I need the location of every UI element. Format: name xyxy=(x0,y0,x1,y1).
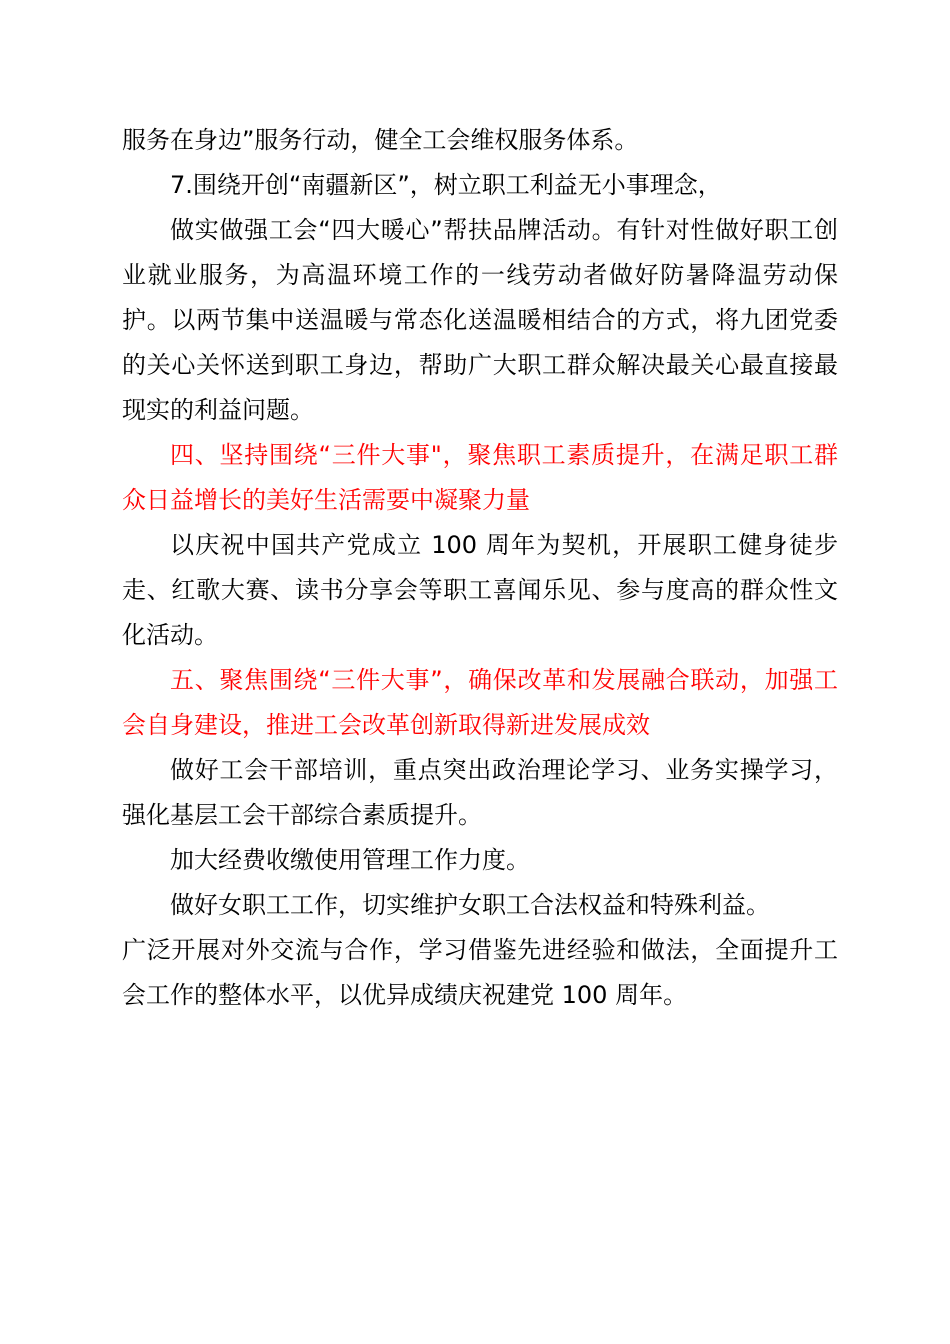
paragraph-warmth-brand: 做实做强工会“四大暖心”帮扶品牌活动。有针对性做好职工创业就业服务，为高温环境工作的一线劳动者做好防暑降温劳动保护。以两节集中送温暖与常态化送温暖相结合的方式，将九团党委的关心关怀送到职工身边，帮助广大职工群众解决最关心最直接最现实的利益问题。 xyxy=(122,216,838,424)
paragraph-item-7: 7.围绕开创“南疆新区”，树立职工利益无小事理念， xyxy=(170,171,722,199)
section-heading-4: 四、坚持围绕“三件大事"，聚焦职工素质提升，在满足职工群众日益增长的美好生活需要中凝聚力量 xyxy=(122,441,838,514)
paragraph-culture-activities: 以庆祝中国共产党成立 100 周年为契机，开展职工健身徒步走、红歌大赛、读书分享会等职工喜闻乐见、参与度高的群众性文化活动。 xyxy=(122,531,838,649)
document-body xyxy=(122,118,838,1018)
paragraph-exchange-cooperation: 广泛开展对外交流与合作，学习借鉴先进经验和做法，全面提升工会工作的整体水平，以优异成绩庆祝建党 100 周年。 xyxy=(122,936,838,1009)
paragraph-women-workers: 做好女职工工作，切实维护女职工合法权益和特殊利益。 xyxy=(170,891,770,919)
paragraph-funding: 加大经费收缴使用管理工作力度。 xyxy=(170,846,530,874)
section-heading-5: 五、聚焦围绕“三件大事”，确保改革和发展融合联动，加强工会自身建设，推进工会改革创新取得新进发展成效 xyxy=(122,666,838,739)
paragraph-continuation: 服务在身边”服务行动，健全工会维权服务体系。 xyxy=(122,126,639,154)
paragraph-cadre-training: 做好工会干部培训，重点突出政治理论学习、业务实操学习，强化基层工会干部综合素质提升。 xyxy=(122,756,838,829)
